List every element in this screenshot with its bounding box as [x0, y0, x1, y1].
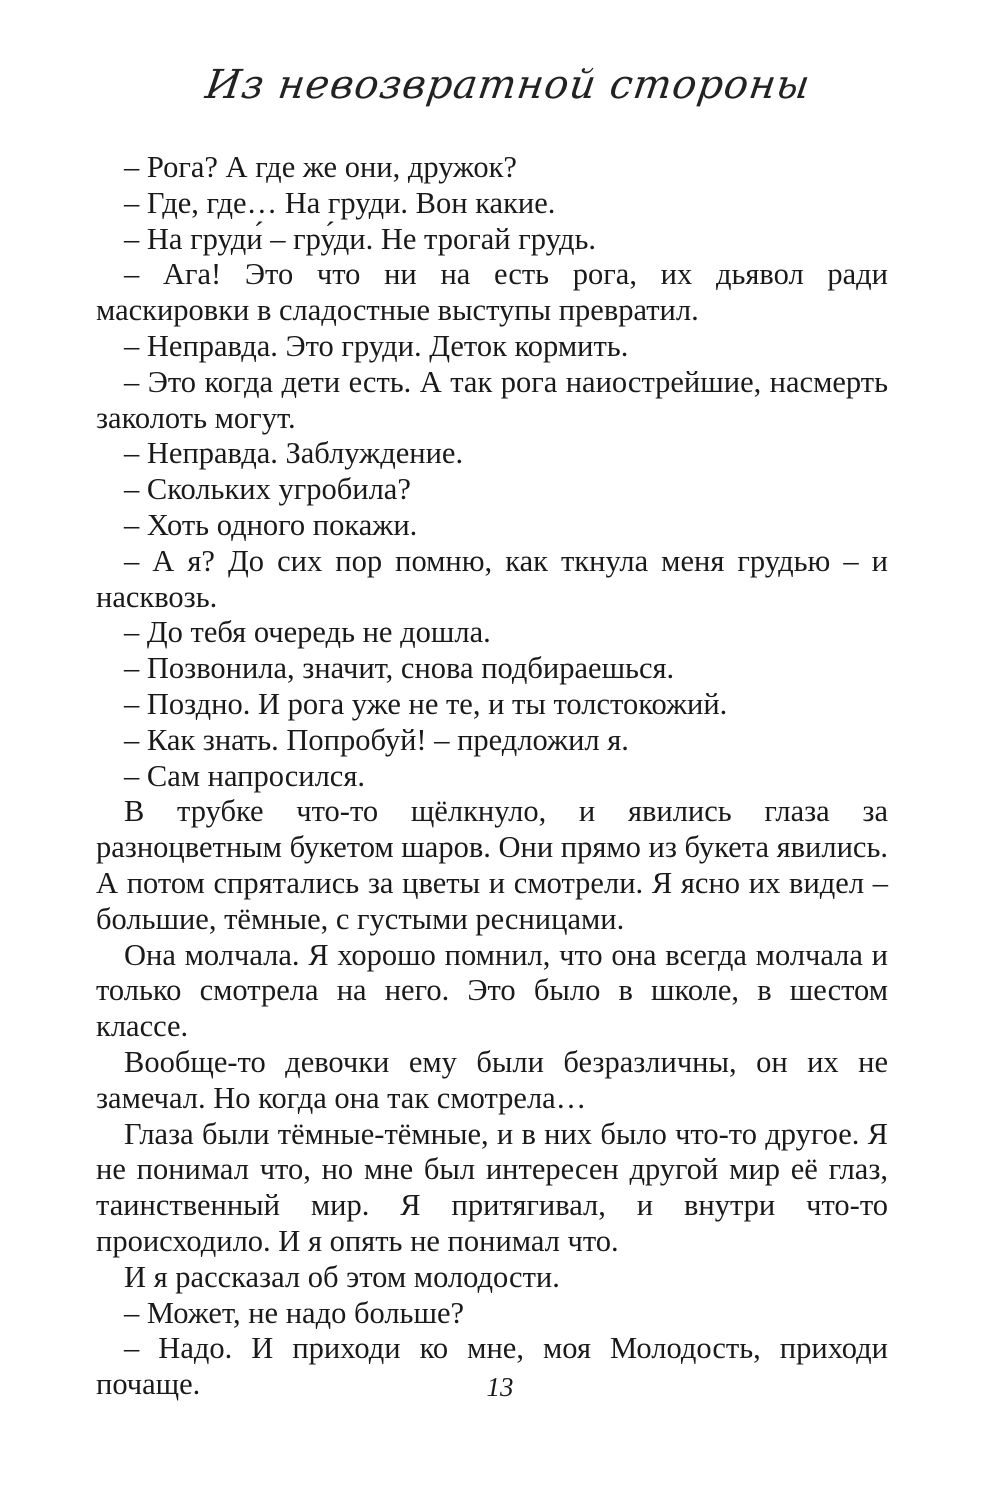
- page-body: [96, 150, 888, 1403]
- paragraph: Глаза были тёмные-тёмные, и в них было что-то другое. Я не понимал что, но мне был интересен другой мир её глаз, таинственный мир. Я притягивал, и внутри что-то происходило. И я опять не понимал что.: [96, 1116, 888, 1258]
- paragraph: В трубке что-то щёлкнуло, и явились глаза за разноцветным букетом шаров. Они прямо из букета явились. А потом спрятались за цветы и смотрели. Я ясно их видел – большие, тёмные, с густыми ресницами.: [96, 794, 888, 936]
- paragraph: – Может, не надо больше?: [124, 1295, 465, 1330]
- paragraph: – Надо. И приходи ко мне, моя Молодость, приходи почаще.: [96, 1331, 888, 1402]
- paragraph: – Скольких угробила?: [124, 472, 411, 507]
- paragraph: – Где, где… На груди. Вон какие.: [124, 185, 556, 220]
- paragraph: – Это когда дети есть. А так рога наиострейшие, насмерть заколоть могут.: [96, 364, 888, 435]
- paragraph: – До тебя очередь не дошла.: [124, 615, 491, 650]
- paragraph: – Сам напросился.: [124, 758, 365, 793]
- paragraph: – На груди́ – гру́ди. Не трогай грудь.: [124, 221, 596, 256]
- paragraph: – Поздно. И рога уже не те, и ты толстокожий.: [124, 686, 728, 721]
- paragraph: – Ага! Это что ни на есть рога, их дьявол ради маскировки в сладостные выступы превратил.: [96, 257, 888, 328]
- paragraph: Вообще-то девочки ему были безразличны, он их не замечал. Но когда она так смотрела…: [96, 1044, 888, 1115]
- running-header: Из невозвратной стороны: [202, 62, 814, 108]
- paragraph: – Неправда. Заблуждение.: [124, 436, 464, 471]
- paragraph: – Неправда. Это груди. Деток кормить.: [124, 328, 629, 363]
- paragraph: – Позвонила, значит, снова подбираешься.: [124, 651, 675, 686]
- paragraph: – Рога? А где же они, дружок?: [124, 150, 517, 184]
- paragraph: Она молчала. Я хорошо помнил, что она всегда молчала и только смотрела на него. Это было в школе, в шестом классе.: [96, 937, 888, 1044]
- paragraph: – Как знать. Попробуй! – предложил я.: [124, 722, 629, 757]
- page-number: 13: [486, 1372, 514, 1402]
- paragraph: И я рассказал об этом молодости.: [124, 1259, 560, 1294]
- paragraph: – Хоть одного покажи.: [124, 507, 418, 542]
- paragraph: – А я? До сих пор помню, как ткнула меня грудью – и насквозь.: [96, 543, 888, 614]
